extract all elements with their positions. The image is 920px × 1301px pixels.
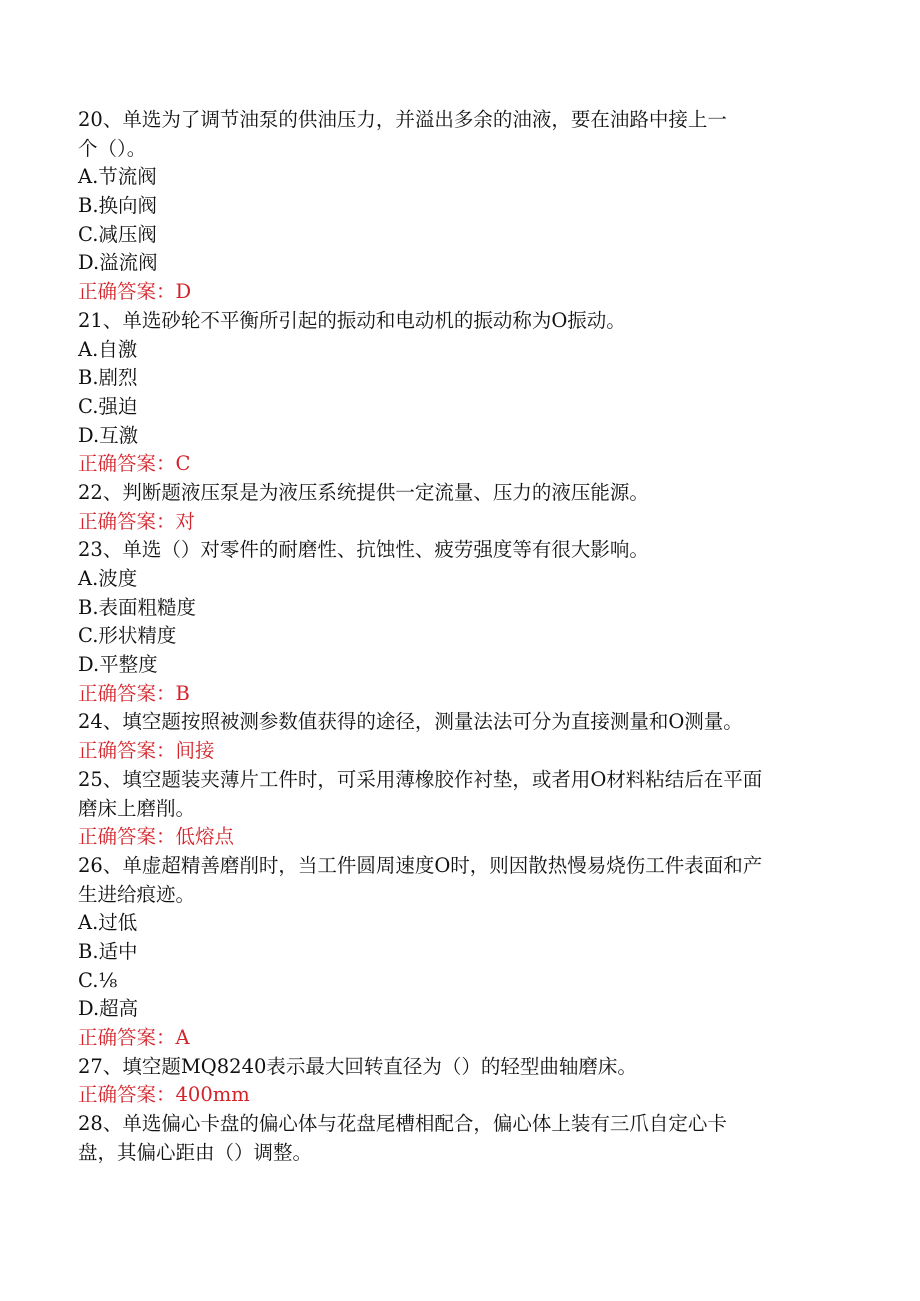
answer-value: B: [175, 681, 190, 705]
option: D.超高: [78, 997, 139, 1021]
question-block: [78, 1053, 838, 1110]
answer-line: [78, 823, 838, 852]
question-text: 28、单选偏心卡盘的偏心体与花盘尾槽相配合，偏心体上装有三爪自定心卡: [78, 1112, 727, 1136]
answer-label: 正确答案：: [78, 739, 176, 763]
answer-label: 正确答案：: [78, 1026, 176, 1049]
answer-label: 正确答案：: [78, 452, 176, 476]
answer-value: 对: [175, 509, 196, 533]
question-text: 25、填空题装夹薄片工件时，可采用薄橡胶作衬垫，或者用O材料粘结后在平面: [78, 767, 763, 791]
option: C.形状精度: [78, 624, 177, 648]
option: D.平整度: [78, 653, 158, 677]
question-text: 盘，其偏心距由（）调整。: [78, 1140, 313, 1164]
answer-value: D: [175, 280, 192, 304]
option: B.换向阀: [78, 194, 158, 218]
answer-line: [78, 508, 838, 537]
answer-line: [78, 1081, 838, 1110]
answer-line: [78, 1024, 838, 1053]
answer-line: [78, 450, 838, 479]
question-text: 23、单选（）对零件的耐磨性、抗蚀性、疲劳强度等有很大影响。: [78, 538, 649, 562]
question-text: 22、判断题液压泵是为液压系统提供一定流量、压力的液压能源。: [78, 480, 649, 504]
option: B.表面粗糙度: [78, 595, 197, 619]
option: B.适中: [78, 939, 138, 963]
question-block: [78, 1110, 838, 1167]
answer-line: [78, 278, 838, 307]
option: A.自激: [78, 337, 138, 361]
question-text: 27、填空题MQ8240表示最大回转直径为（）的轻型曲轴磨床。: [78, 1054, 637, 1078]
option: A.节流阀: [78, 165, 157, 189]
answer-label: 正确答案：: [78, 280, 176, 304]
question-block: [78, 106, 838, 307]
answer-value: 低熔点: [175, 825, 235, 849]
question-block: [78, 307, 838, 479]
answer-value: 间接: [175, 739, 215, 763]
option: D.溢流阀: [78, 251, 158, 275]
option: C.⅛: [78, 968, 118, 992]
answer-label: 正确答案：: [78, 1083, 176, 1107]
question-block: [78, 536, 838, 708]
answer-line: [78, 680, 838, 709]
question-text: 磨床上磨削。: [78, 796, 196, 820]
question-text: 21、单选砂轮不平衡所引起的振动和电动机的振动称为O振动。: [78, 308, 626, 332]
question-block: [78, 479, 838, 536]
question-text: 20、单选为了调节油泵的供油压力，并溢出多余的油液，要在油路中接上一: [78, 108, 727, 131]
answer-value: C: [175, 452, 191, 476]
question-block: [78, 766, 838, 852]
option: C.减压阀: [78, 222, 157, 246]
option: C.强迫: [78, 394, 138, 418]
question-text: 个（）。: [78, 136, 147, 160]
document-page: [78, 106, 838, 1167]
answer-value: 400mm: [175, 1083, 250, 1107]
question-text: 24、填空题按照被测参数值获得的途径，测量法法可分为直接测量和O测量。: [78, 710, 743, 734]
answer-label: 正确答案：: [78, 825, 176, 849]
question-block: [78, 852, 838, 1053]
answer-line: [78, 737, 838, 766]
option: A.过低: [78, 911, 138, 935]
question-text: 26、单虚超精善磨削时，当工件圆周速度O时，则因散热慢易烧伤工件表面和产: [78, 853, 763, 877]
option: A.波度: [78, 567, 138, 590]
question-text: 生进给痕迹。: [78, 882, 196, 906]
option: D.互激: [78, 423, 139, 447]
answer-label: 正确答案：: [78, 509, 176, 533]
option: B.剧烈: [78, 366, 138, 390]
answer-label: 正确答案：: [78, 681, 176, 705]
answer-value: A: [175, 1026, 190, 1049]
question-block: [78, 708, 838, 765]
